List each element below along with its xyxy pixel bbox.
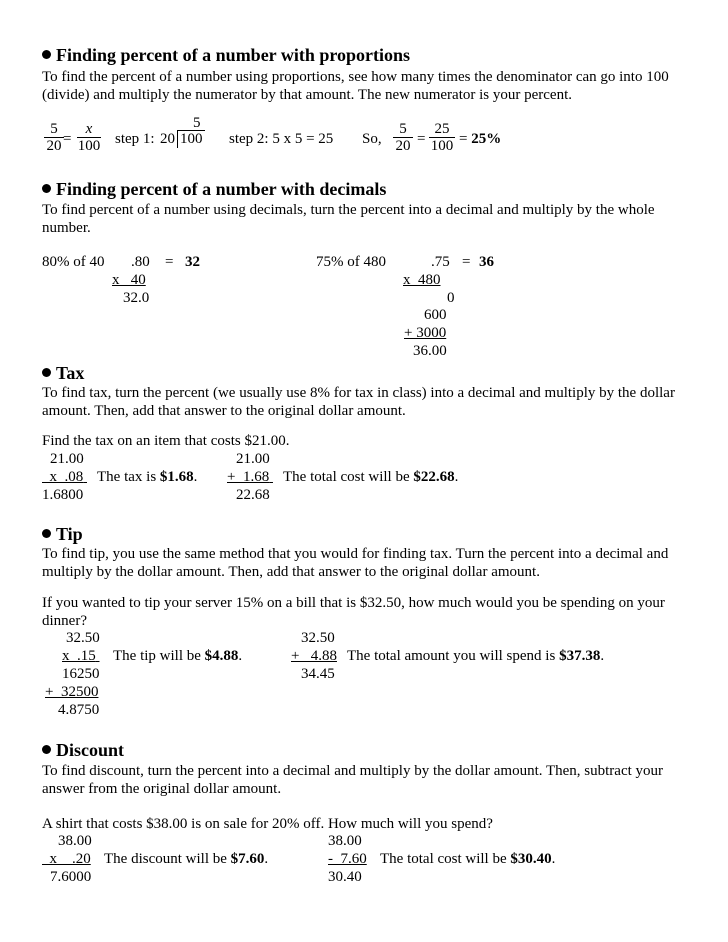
discount-sub-result: 30.40 xyxy=(328,869,362,885)
example2-partial1: 0 xyxy=(447,290,455,306)
bullet-icon xyxy=(42,745,51,754)
division-bracket xyxy=(177,130,178,148)
equals-sign: = xyxy=(417,131,426,147)
example1-product: 32.0 xyxy=(123,290,150,306)
equals-sign: = xyxy=(63,131,72,147)
tip-result-text: The tip will be $4.88. xyxy=(113,648,243,664)
tip-partial1: 16250 xyxy=(62,666,100,682)
tax-mult-product: 1.6800 xyxy=(42,487,84,503)
fraction-25-100: $\frac{25}{100}$ xyxy=(430,121,454,154)
step2-text: step 2: 5 x 5 = 25 xyxy=(229,131,334,147)
equals-sign: = xyxy=(165,254,174,270)
discount-total-text: The total cost will be $30.40. xyxy=(380,851,556,867)
example2-sum: 36.00 xyxy=(413,343,447,359)
discount-sub-line: - 7.60 xyxy=(328,851,367,867)
tax-result-text: The tax is $1.68. xyxy=(97,469,198,485)
example1-multiplier: x 40 xyxy=(112,272,146,288)
tax-add-line: + 1.68 xyxy=(227,469,270,485)
bullet-icon xyxy=(42,368,51,377)
example2-label: 75% of 480 xyxy=(316,254,386,270)
example2-top: .75 xyxy=(431,254,450,270)
proportions-heading: Finding percent of a number with proportions xyxy=(42,44,410,66)
tip-add-line: + 4.88 xyxy=(291,648,337,664)
tax-add-top: 21.00 xyxy=(236,451,270,467)
fraction-x-100: $\frac{x}{100}$ xyxy=(77,121,101,154)
discount-question: A shirt that costs $38.00 is on sale for 20% off. How much will you spend? xyxy=(42,816,493,832)
tip-add-sum: 34.45 xyxy=(301,666,335,682)
bullet-icon xyxy=(42,529,51,538)
tax-total-text: The total cost will be $22.68. xyxy=(283,469,459,485)
tip-question: If you wanted to tip your server 15% on a bill that is $32.50, how much would you be spending on your dinner? xyxy=(42,595,665,629)
proportions-paragraph: To find the percent of a number using proportions, see how many times the denominator can go into 100 (divide) and multiply the numerator by that amount. The new numerator is your percent. xyxy=(42,69,669,103)
discount-mult-product: 7.6000 xyxy=(50,869,92,885)
so-label: So, xyxy=(362,131,382,147)
tip-mult-top: 32.50 xyxy=(66,630,100,646)
example1-top: .80 xyxy=(131,254,150,270)
fraction-5-20: $\frac{5}{20}$ xyxy=(44,121,64,154)
tip-mult-line: x .15 xyxy=(62,648,96,664)
example2-partial3: + 3000 xyxy=(404,325,447,341)
decimals-heading: Finding percent of a number with decimals xyxy=(42,178,386,200)
tip-total-text: The total amount you will spend is $37.38. xyxy=(347,648,605,664)
division-quotient: 5 xyxy=(193,115,201,131)
tax-mult-line: x .08 xyxy=(49,469,84,485)
equals-sign: = xyxy=(462,254,471,270)
discount-paragraph: To find discount, turn the percent into a decimal and multiply by the dollar amount. Then, subtract your answer from the original dollar amount. xyxy=(42,763,664,797)
example1-answer: 32 xyxy=(185,254,200,270)
division-divisor: 20 xyxy=(160,131,175,147)
tip-mult-product: 4.8750 xyxy=(58,702,100,718)
example2-multiplier: x 480 xyxy=(403,272,441,288)
example2-answer: 36 xyxy=(479,254,494,270)
tax-mult-top: 21.00 xyxy=(50,451,84,467)
tip-heading: Tip xyxy=(42,523,83,545)
discount-sub-top: 38.00 xyxy=(328,833,362,849)
discount-mult-top: 38.00 xyxy=(58,833,92,849)
tax-add-sum: 22.68 xyxy=(236,487,270,503)
example2-partial2: 600 xyxy=(424,307,447,323)
result-line: = 25% xyxy=(459,131,502,147)
bullet-icon xyxy=(42,50,51,59)
tax-paragraph: To find tax, turn the percent (we usually use 8% for tax in class) into a decimal and multiply by the dollar amount. Then, add that answer to the original dollar amount. xyxy=(42,385,675,419)
tax-question: Find the tax on an item that costs $21.00. xyxy=(42,433,290,449)
step1-label: step 1: xyxy=(115,131,155,147)
division-dividend: 100 xyxy=(180,131,203,147)
tip-partial2: + 32500 xyxy=(45,684,99,700)
example1-label: 80% of 40 xyxy=(42,254,105,270)
tip-paragraph: To find tip, you use the same method that you would for finding tax. Turn the percent into a decimal and multiply by the dollar amount. Then, add that answer to the original dollar amount. xyxy=(42,546,669,580)
fraction-5-20-result: $\frac{5}{20}$ xyxy=(393,121,413,154)
bullet-icon xyxy=(42,184,51,193)
discount-result-text: The discount will be $7.60. xyxy=(104,851,269,867)
discount-mult-line: x .20 xyxy=(49,851,91,867)
tip-add-top: 32.50 xyxy=(301,630,335,646)
discount-heading: Discount xyxy=(42,739,124,761)
tax-heading: Tax xyxy=(42,362,84,384)
decimals-paragraph: To find percent of a number using decimals, turn the percent into a decimal and multiply by the whole number. xyxy=(42,202,655,236)
